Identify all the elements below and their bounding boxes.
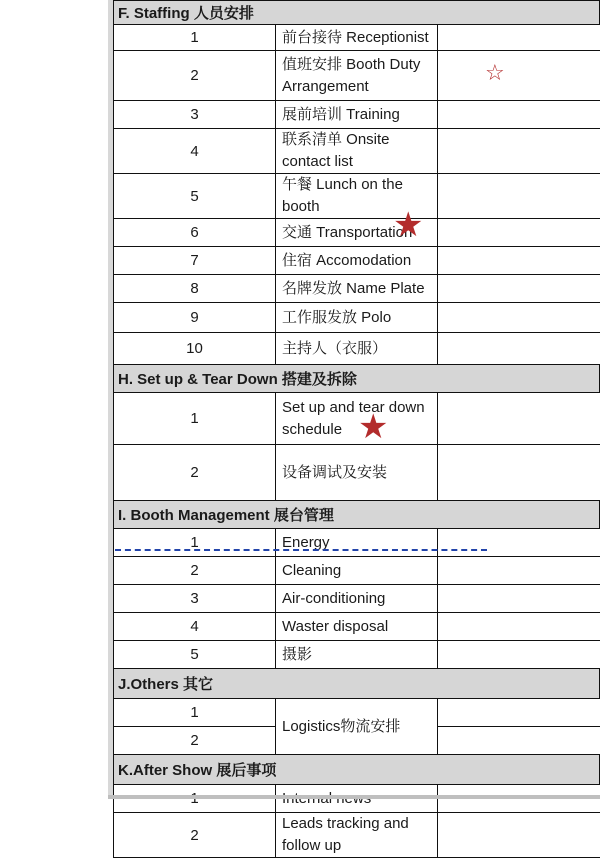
row-number: 2 bbox=[114, 557, 276, 585]
row-number: 5 bbox=[114, 174, 276, 219]
extra-cell bbox=[438, 303, 600, 333]
table-row[interactable] bbox=[114, 101, 600, 129]
extra-cell bbox=[438, 247, 600, 275]
row-number: 3 bbox=[114, 101, 276, 129]
row-number: 1 bbox=[114, 529, 276, 557]
table-row[interactable] bbox=[114, 275, 600, 303]
table-row[interactable] bbox=[114, 699, 600, 727]
table-row[interactable] bbox=[114, 303, 600, 333]
row-number: 10 bbox=[114, 333, 276, 365]
bottom-edge bbox=[108, 795, 600, 799]
star-icon: ★ bbox=[358, 408, 389, 446]
row-number: 9 bbox=[114, 303, 276, 333]
row-number: 2 bbox=[114, 813, 276, 858]
extra-cell bbox=[438, 529, 600, 557]
table-row[interactable] bbox=[114, 174, 600, 219]
section-title: F. Staffing 人员安排 bbox=[114, 1, 600, 25]
extra-cell bbox=[438, 813, 600, 858]
extra-cell bbox=[438, 25, 600, 51]
row-number: 4 bbox=[114, 129, 276, 174]
table-row[interactable] bbox=[114, 613, 600, 641]
row-text: Logistics物流安排 bbox=[276, 699, 438, 755]
row-text: 展前培训 Training bbox=[276, 101, 438, 129]
extra-cell bbox=[438, 219, 600, 247]
row-text: 住宿 Accomodation bbox=[276, 247, 438, 275]
table-row[interactable] bbox=[114, 393, 600, 445]
section-header-row bbox=[114, 669, 600, 699]
row-number: 2 bbox=[114, 51, 276, 101]
star-icon-partial: ☆ bbox=[485, 60, 505, 85]
row-text: 交通 Transportation bbox=[276, 219, 438, 247]
section-header-row bbox=[114, 501, 600, 529]
row-text: Cleaning bbox=[276, 557, 438, 585]
checklist-table bbox=[113, 0, 600, 858]
star-icon: ★ bbox=[393, 206, 424, 244]
row-number: 4 bbox=[114, 613, 276, 641]
row-text: 值班安排 Booth Duty Arrangement bbox=[276, 51, 438, 101]
row-text: 名牌发放 Name Plate bbox=[276, 275, 438, 303]
section-header-row bbox=[114, 1, 600, 25]
row-number: 1 bbox=[114, 393, 276, 445]
section-title: H. Set up & Tear Down 搭建及拆除 bbox=[114, 365, 600, 393]
row-number: 2 bbox=[114, 445, 276, 501]
row-text: Waster disposal bbox=[276, 613, 438, 641]
row-number: 6 bbox=[114, 219, 276, 247]
section-title: J.Others 其它 bbox=[114, 669, 600, 699]
row-text: 摄影 bbox=[276, 641, 438, 669]
table-row[interactable] bbox=[114, 51, 600, 101]
table-row[interactable] bbox=[114, 445, 600, 501]
extra-cell bbox=[438, 641, 600, 669]
extra-cell bbox=[438, 275, 600, 303]
row-text: Energy bbox=[276, 529, 438, 557]
extra-cell bbox=[438, 557, 600, 585]
section-title: I. Booth Management 展台管理 bbox=[114, 501, 600, 529]
extra-cell bbox=[438, 445, 600, 501]
extra-cell bbox=[438, 613, 600, 641]
section-title: K.After Show 展后事项 bbox=[114, 755, 600, 785]
table-row[interactable] bbox=[114, 641, 600, 669]
extra-cell bbox=[438, 699, 600, 727]
row-text: Set up and tear down schedule bbox=[276, 393, 438, 445]
table-row[interactable] bbox=[114, 333, 600, 365]
extra-cell bbox=[438, 129, 600, 174]
table-row[interactable] bbox=[114, 529, 600, 557]
extra-cell bbox=[438, 585, 600, 613]
table-row[interactable] bbox=[114, 585, 600, 613]
row-number: 3 bbox=[114, 585, 276, 613]
table-row[interactable] bbox=[114, 557, 600, 585]
spreadsheet bbox=[113, 0, 600, 854]
row-number: 2 bbox=[114, 727, 276, 755]
page-break-dashed-line bbox=[115, 549, 487, 551]
row-text: 工作服发放 Polo bbox=[276, 303, 438, 333]
row-number: 7 bbox=[114, 247, 276, 275]
table-row[interactable] bbox=[114, 813, 600, 858]
table-row[interactable] bbox=[114, 129, 600, 174]
row-text: 午餐 Lunch on the booth bbox=[276, 174, 438, 219]
row-text: 前台接待 Receptionist bbox=[276, 25, 438, 51]
table-row[interactable] bbox=[114, 25, 600, 51]
table-row[interactable] bbox=[114, 219, 600, 247]
extra-cell bbox=[438, 333, 600, 365]
row-number: 5 bbox=[114, 641, 276, 669]
row-number: 8 bbox=[114, 275, 276, 303]
extra-cell bbox=[438, 51, 600, 101]
extra-cell bbox=[438, 393, 600, 445]
row-number: 1 bbox=[114, 699, 276, 727]
section-header-row bbox=[114, 365, 600, 393]
row-text: Air-conditioning bbox=[276, 585, 438, 613]
extra-cell bbox=[438, 727, 600, 755]
extra-cell bbox=[438, 101, 600, 129]
section-header-row bbox=[114, 755, 600, 785]
row-text: Leads tracking and follow up bbox=[276, 813, 438, 858]
row-number: 1 bbox=[114, 25, 276, 51]
row-text: 设备调试及安装 bbox=[276, 445, 438, 501]
row-text: 联系清单 Onsite contact list bbox=[276, 129, 438, 174]
extra-cell bbox=[438, 174, 600, 219]
row-text: 主持人（衣服） bbox=[276, 333, 438, 365]
table-row[interactable] bbox=[114, 247, 600, 275]
